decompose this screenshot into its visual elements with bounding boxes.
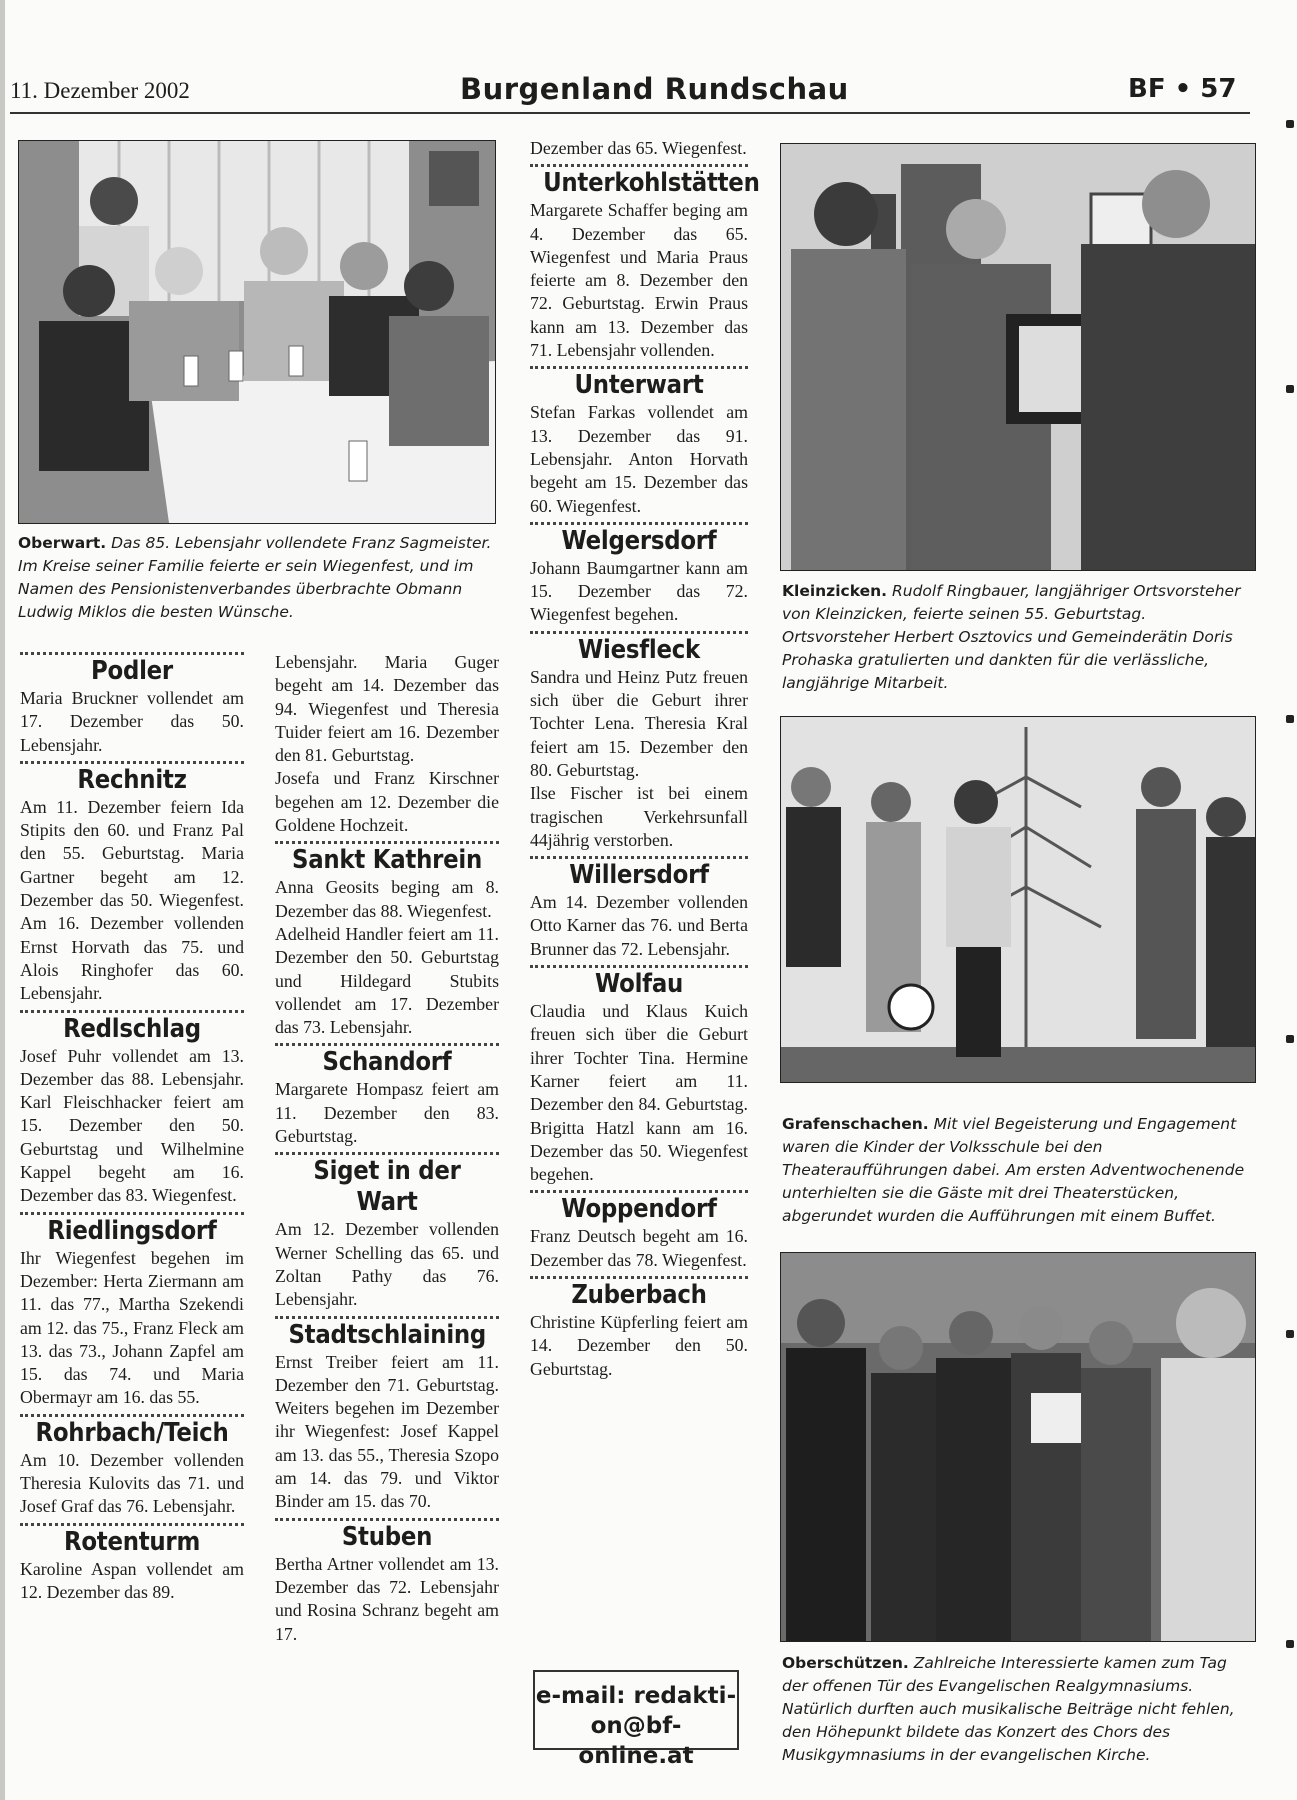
section-text: Stefan Farkas vollendet am 13. Dezember das 91. Lebensjahr. Anton Horvath begeht am 15. Dezember das 60. Wiegenfest. — [530, 402, 748, 516]
section-text: Josefa und Franz Kirschner begehen am 12. Dezember die Goldene Hochzeit. — [275, 768, 499, 836]
section-text: Maria Bruckner vollendet am 17. Dezember das 50. Lebensjahr. — [20, 688, 244, 755]
section-divider — [530, 1276, 748, 1279]
section-text: Adelheid Handler feiert am 11. Dezember den 50. Geburtstag und Hildegard Stubits vollendet am 17. Dezember das 73. Lebensjahr. — [275, 923, 499, 1038]
section-divider — [20, 1212, 244, 1215]
photo-oberwart — [18, 140, 496, 524]
section-heading: Sankt Kathrein — [292, 845, 482, 876]
section-heading: Wiesfleck — [578, 634, 700, 665]
photo-kleinzicken — [780, 143, 1256, 571]
section-text: Anna Geosits beging am 8. Dezember das 88. Wiegenfest. — [275, 877, 499, 921]
section-divider — [530, 1190, 748, 1193]
photo-grafenschachen — [780, 716, 1256, 1083]
column-1 — [20, 648, 244, 1604]
section-divider — [20, 652, 244, 655]
caption-grafenschachen — [782, 1113, 1257, 1228]
photo-oberschuetzen — [780, 1252, 1256, 1642]
section-heading: Stadtschlaining — [288, 1319, 487, 1350]
section-divider — [530, 856, 748, 859]
margin-mark — [1286, 1035, 1294, 1043]
section-divider — [530, 965, 748, 968]
email-contact-box — [533, 1670, 739, 1769]
section-divider — [275, 1152, 499, 1155]
section-divider — [530, 631, 748, 634]
margin-mark — [1286, 385, 1294, 393]
section-divider — [275, 1316, 499, 1319]
section-text: Johann Baumgartner kann am 15. Dezember das 72. Wiegenfest begehen. — [530, 557, 748, 625]
margin-mark — [1286, 1640, 1294, 1648]
section-heading: Redlschlag — [63, 1013, 201, 1044]
section-text: Sandra und Heinz Putz freuen sich über die Geburt ihrer Tochter Lena. Theresia Kral feiert am 15. Dezember den 80. Geburtstag. — [530, 666, 748, 780]
caption-text: Rudolf Ringbauer, langjähriger Ortsvorsteher von Kleinzicken, feierte seinen 55. Geburtstag. Ortsvorsteher Herbert Osztovics und Gemeinderätin Doris Prohaska gratulierten und dankten für die verlässliche, langjährige Mitarbeit. — [782, 582, 1241, 692]
publication-title: Burgenland Rundschau — [460, 72, 849, 106]
section-text: Am 12. Dezember vollenden Werner Schelling das 65. und Zoltan Pathy das 76. Lebensjahr. — [275, 1219, 499, 1310]
section-divider — [530, 164, 748, 167]
section-text: Claudia und Klaus Kuich freuen sich über die Geburt ihrer Tochter Tina. Hermine Karner feiert am 11. Dezember den 84. Geburtstag. Brigitta Hatzl kann am 16. Dezember das 50. Wiegenfest begehen. — [530, 1001, 748, 1185]
section-divider — [275, 1518, 499, 1521]
margin-mark — [1286, 120, 1294, 128]
header-rule — [10, 112, 1250, 114]
section-divider — [20, 1414, 244, 1417]
section-heading: Rechnitz — [77, 764, 187, 795]
section-heading: Rotenturm — [63, 1526, 201, 1557]
caption-place: Oberschützen. — [782, 1654, 909, 1672]
section-heading: Riedlingsdorf — [47, 1215, 217, 1246]
section-text: Am 10. Dezember vollenden Theresia Kulovits das 71. und Josef Graf das 76. Lebensjahr. — [20, 1449, 244, 1517]
section-text: Christine Küpferling feiert am 14. Dezember den 50. Geburtstag. — [530, 1311, 748, 1379]
caption-oberschuetzen — [782, 1652, 1257, 1767]
section-divider — [20, 1523, 244, 1526]
section-text: Bertha Artner vollendet am 13. Dezember das 72. Lebensjahr und Rosina Schranz begeht am 17. — [275, 1553, 499, 1644]
caption-text: Zahlreiche Interessierte kamen zum Tag der offenen Tür des Evangelischen Realgymnasiums. Natürlich durften auch musikalische Beiträge nicht fehlen, den Höhepunkt bildete das Konzert des Chors des Musikgymnasiums in der evangelischen Kirche. — [782, 1654, 1235, 1764]
section-text: Am 14. Dezember vollenden Otto Karner das 76. und Berta Brunner das 72. Lebensjahr. — [530, 892, 748, 959]
section-heading: Podler — [91, 656, 173, 686]
section-divider — [530, 522, 748, 525]
section-heading: Welgersdorf — [561, 525, 717, 556]
section-heading: Woppendorf — [561, 1194, 717, 1225]
section-divider — [275, 1043, 499, 1046]
section-heading: Schandorf — [322, 1047, 452, 1078]
section-heading: Unterkohlstätten — [543, 168, 760, 199]
section-text-continued: Lebensjahr. Maria Guger begeht am 14. Dezember das 94. Wiegenfest und Theresia Tuider feiert am 16. Dezember den 81. Geburtstag. — [275, 652, 499, 766]
section-heading: Zuberbach — [571, 1279, 707, 1310]
caption-place: Grafenschachen. — [782, 1115, 929, 1133]
section-heading: Unterwart — [574, 370, 704, 401]
column-2 — [275, 651, 499, 1646]
section-text: Margarete Hompasz feiert am 11. Dezember den 83. Geburtstag. — [275, 1079, 499, 1147]
section-text: Ihr Wiegenfest begehen im Dezember: Herta Ziermann am 11. das 77., Martha Szekendi am 12. das 75., Franz Fleck am 13. das 73., Johann Zapfel am 15. das 74. und Maria Obermayr am 16. das 55. — [20, 1247, 244, 1408]
section-divider — [275, 841, 499, 844]
email-line-1: e-mail: redakti- — [535, 1683, 737, 1709]
margin-mark — [1286, 715, 1294, 723]
section-divider — [20, 761, 244, 764]
email-line-2: on@bf-online.at — [578, 1713, 694, 1769]
section-text: Josef Puhr vollendet am 13. Dezember das 88. Lebensjahr. Karl Fleischhacker feiert am 15. Dezember den 50. Geburtstag und Wilhelmine Kappel begeht am 16. Dezember das 83. Wiegenfest. — [20, 1045, 244, 1206]
section-heading: Siget in der Wart — [313, 1156, 461, 1218]
section-text: Margarete Schaffer beging am 4. Dezember das 65. Wiegenfest und Maria Praus feierte am 8. Dezember den 72. Geburtstag. Erwin Praus kann am 13. Dezember das 71. Lebensjahr vollenden. — [530, 200, 748, 361]
section-heading: Stuben — [341, 1521, 433, 1552]
issue-date: 11. Dezember 2002 — [10, 78, 190, 103]
page-binding-edge — [0, 0, 5, 1800]
section-text: Franz Deutsch begeht am 16. Dezember das 78. Wiegenfest. — [530, 1226, 748, 1270]
caption-place: Oberwart. — [18, 534, 107, 552]
section-divider — [20, 1010, 244, 1013]
caption-text: Mit viel Begeisterung und Engagement waren die Kinder der Volksschule bei den Theateraufführungen dabei. Am ersten Adventwochenende unterhielten sie die Gäste mit drei Theaterstücken, abgerundet wurden die Aufführungen mit einem Buffet. — [782, 1115, 1245, 1225]
section-text: Ernst Treiber feiert am 11. Dezember den 71. Geburtstag. Weiters begehen im Dezember ihr Wiegenfest: Josef Kappel am 13. das 55., Theresia Szopo am 14. das 79. und Viktor Binder am 15. das 70. — [275, 1351, 499, 1512]
section-heading: Willersdorf — [569, 860, 709, 891]
margin-mark — [1286, 1330, 1294, 1338]
caption-text: Das 85. Lebensjahr vollendete Franz Sagmeister. Im Kreise seiner Familie feierte er sein Wiegenfest, und im Namen des Pensionistenverbandes überbrachte Obmann Ludwig Miklos die besten Wünsche. — [18, 534, 492, 621]
section-text: Am 11. Dezember feiern Ida Stipits den 60. und Franz Pal den 55. Geburtstag. Maria Gartner begeht am 12. Dezember das 50. Wiegenfest. Am 16. Dezember vollenden Ernst Horvath das 75. und Alois Ringhofer das 60. Lebensjahr. — [20, 796, 244, 1004]
column-3 — [530, 137, 760, 1381]
caption-place: Kleinzicken. — [782, 582, 888, 600]
section-divider — [530, 366, 748, 369]
section-heading: Rohrbach/Teich — [35, 1417, 229, 1448]
caption-kleinzicken — [782, 580, 1257, 695]
page-number: BF • 57 — [1128, 74, 1237, 104]
caption-oberwart — [18, 532, 496, 624]
section-text: Ilse Fischer ist bei einem tragischen Verkehrsunfall 44jährig verstorben. — [530, 783, 748, 850]
section-text-continued: Dezember das 65. Wiegenfest. — [530, 138, 747, 158]
section-text: Karoline Aspan vollendet am 12. Dezember das 89. — [20, 1558, 244, 1602]
section-heading: Wolfau — [594, 969, 684, 1000]
